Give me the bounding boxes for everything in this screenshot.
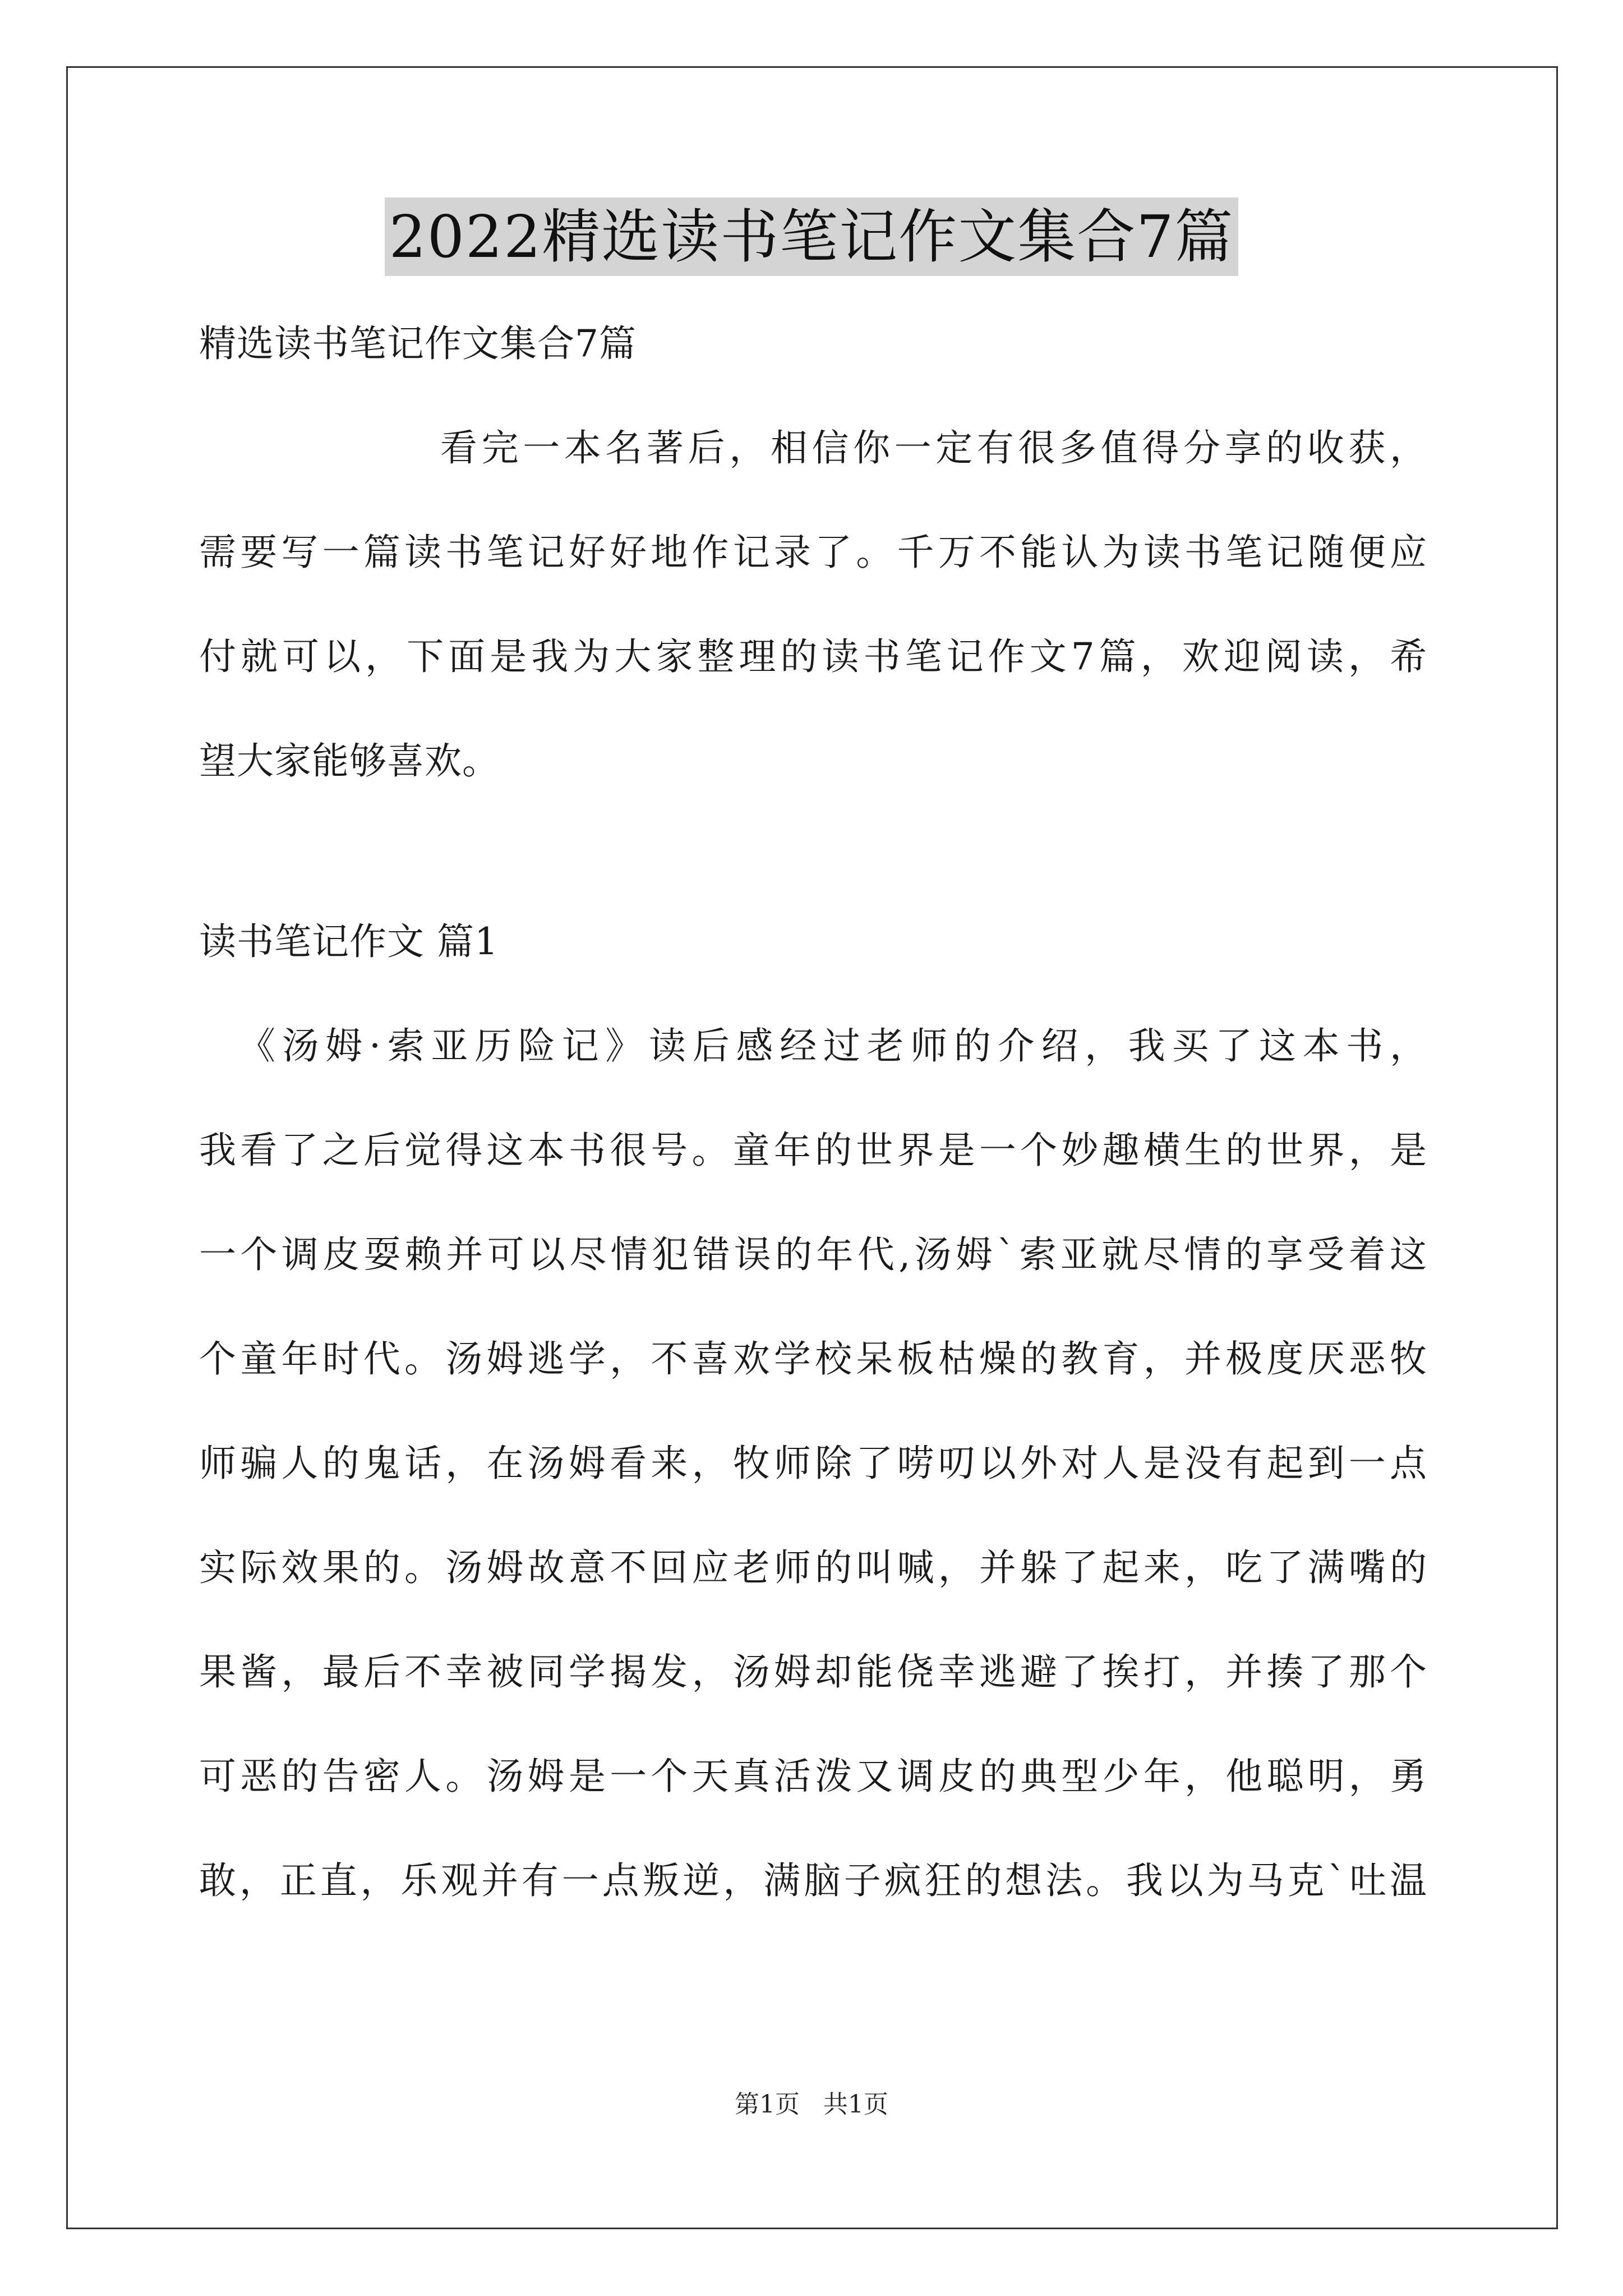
- body-line-3: 一个调皮耍赖并可以尽情犯错误的年代,汤姆`索亚就尽情的享受着这: [199, 1233, 1427, 1276]
- page-total: 共1页: [823, 2090, 888, 2119]
- intro-line-1: 看完一本名著后，相信你一定有很多值得分享的收获，: [440, 426, 1427, 470]
- body-line-1: 《汤姆·索亚历险记》读后感经过老师的介绍，我买了这本书，: [238, 1024, 1427, 1068]
- body-line-9: 敢，正直，乐观并有一点叛逆，满脑子疯狂的想法。我以为马克`吐温: [199, 1859, 1427, 1902]
- intro-line-2: 需要写一篇读书笔记好好地作记录了。千万不能认为读书笔记随便应: [199, 531, 1427, 574]
- page-footer: [0, 2088, 1623, 2122]
- body-line-8: 可恶的告密人。汤姆是一个天真活泼又调皮的典型少年，他聪明，勇: [199, 1755, 1427, 1798]
- title-container: [0, 197, 1623, 276]
- body-line-7: 果酱，最后不幸被同学揭发，汤姆却能侥幸逃避了挨打，并揍了那个: [199, 1650, 1427, 1694]
- body-line-4: 个童年时代。汤姆逃学，不喜欢学校呆板枯燥的教育，并极度厌恶牧: [199, 1337, 1427, 1381]
- section-heading: 读书笔记作文 篇1: [199, 920, 499, 963]
- intro-line-4: 望大家能够喜欢。: [199, 739, 500, 783]
- body-line-6: 实际效果的。汤姆故意不回应老师的叫喊，并躲了起来，吃了满嘴的: [199, 1546, 1427, 1589]
- page-number: 第1页: [735, 2090, 800, 2119]
- intro-line-3: 付就可以，下面是我为大家整理的读书笔记作文7篇，欢迎阅读，希: [199, 635, 1427, 678]
- body-line-2: 我看了之后觉得这本书很号。童年的世界是一个妙趣横生的世界，是: [199, 1129, 1427, 1172]
- document-subtitle: 精选读书笔记作文集合7篇: [199, 322, 637, 365]
- body-line-5: 师骗人的鬼话，在汤姆看来，牧师除了唠叨以外对人是没有起到一点: [199, 1442, 1427, 1485]
- document-title: 2022精选读书笔记作文集合7篇: [385, 197, 1239, 276]
